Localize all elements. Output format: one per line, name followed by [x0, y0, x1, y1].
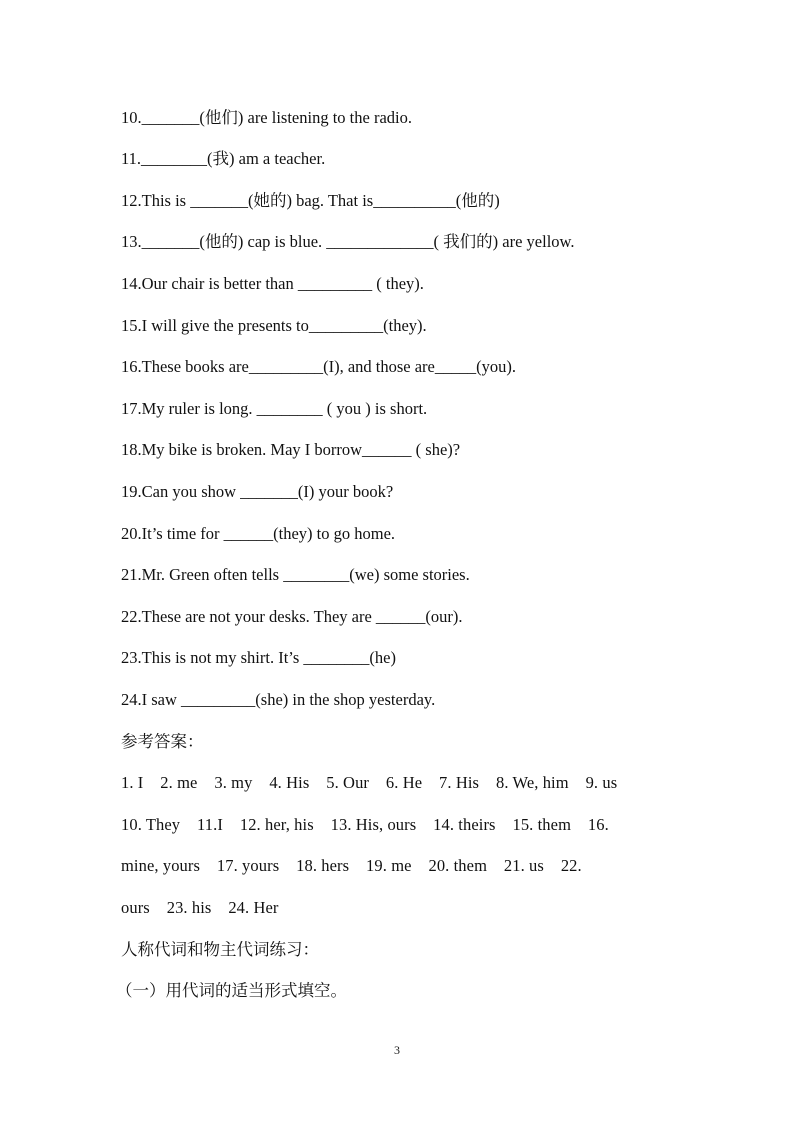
exercise-15: 15.I will give the presents to_________(they).: [121, 316, 427, 335]
answer-line: ours 23. his 24. Her: [121, 898, 279, 917]
exercise-11: 11.________(我) am a teacher.: [121, 149, 326, 168]
exercise-14: 14.Our chair is better than _________ ( they).: [121, 274, 424, 293]
answers-heading: 参考答案：: [121, 732, 204, 751]
exercise-20: 20.It’s time for ______(they) to go home.: [121, 524, 396, 543]
answer-line: 10. They 11.I 12. her, his 13. His, ours 14. theirs 15. them 16.: [121, 815, 609, 834]
exercise-24: 24.I saw _________(she) in the shop yesterday.: [121, 690, 436, 709]
exercise-10: 10._______(他们) are listening to the radio.: [121, 108, 412, 127]
exercise-13: 13._______(他的) cap is blue. _____________( 我们的) are yellow.: [121, 232, 575, 251]
exercise-17: 17.My ruler is long. ________ ( you ) is short.: [121, 399, 428, 418]
exercise-21: 21.Mr. Green often tells ________(we) some stories.: [121, 565, 470, 584]
exercise-18: 18.My bike is broken. May I borrow______ ( she)?: [121, 440, 461, 459]
section-subtitle: （一）用代词的适当形式填空。: [116, 981, 347, 1000]
page-number: 3: [394, 1043, 400, 1057]
answer-line: 1. I 2. me 3. my 4. His 5. Our 6. He 7. His 8. We, him 9. us: [121, 773, 618, 792]
exercise-16: 16.These books are_________(I), and those are_____(you).: [121, 357, 516, 376]
answer-line: mine, yours 17. yours 18. hers 19. me 20. them 21. us 22.: [121, 856, 582, 875]
exercise-19: 19.Can you show _______(I) your book?: [121, 482, 394, 501]
section-title: 人称代词和物主代词练习：: [121, 940, 319, 959]
exercise-23: 23.This is not my shirt. It’s ________(he): [121, 648, 396, 667]
exercise-12: 12.This is _______(她的) bag. That is__________(他的): [121, 191, 500, 210]
exercise-22: 22.These are not your desks. They are ______(our).: [121, 607, 463, 626]
